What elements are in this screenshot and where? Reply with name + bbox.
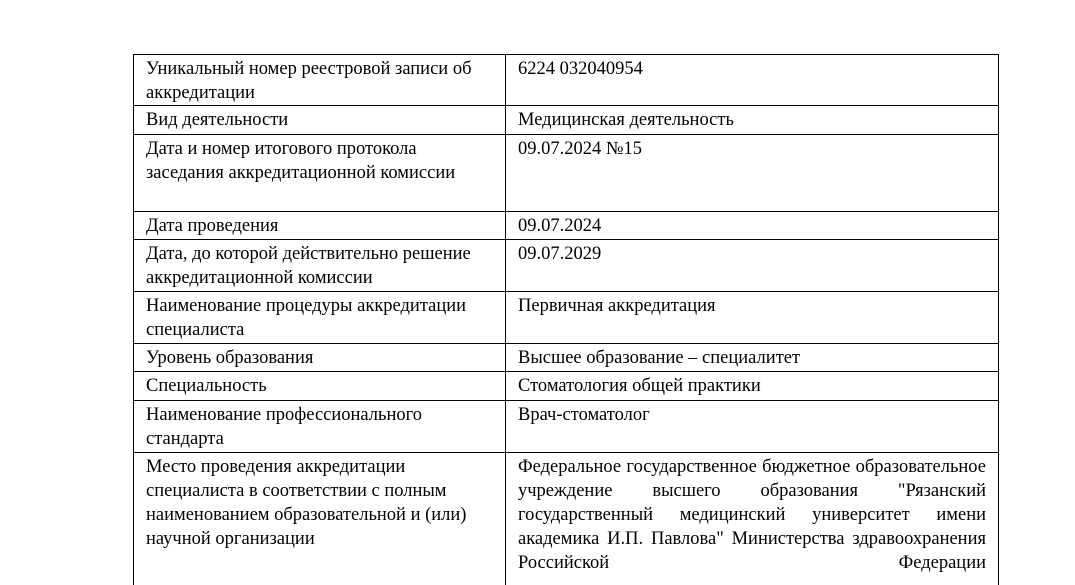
accreditation-table (133, 54, 999, 585)
table-row (134, 240, 999, 292)
row-label: Специальность (134, 372, 506, 401)
row-label: Место проведения аккредитации специалиста в соответствии с полным наименованием образовательной и (или) научной организации (134, 453, 506, 585)
row-value: Врач-стоматолог (506, 401, 999, 453)
row-value: 09.07.2029 (506, 240, 999, 292)
row-value: Федеральное государственное бюджетное образовательное учреждение высшего образования "Рязанский государственный медицинский университет имени академика И.П. Павлова" Министерства здравоохранения Российской Федерации (506, 453, 999, 585)
table-row (134, 453, 999, 585)
row-value: Стоматология общей практики (506, 372, 999, 401)
table-row (134, 135, 999, 212)
row-label: Дата и номер итогового протокола заседания аккредитационной комиссии (134, 135, 506, 212)
table-row (134, 106, 999, 135)
row-value: 09.07.2024 №15 (506, 135, 999, 212)
row-value: 6224 032040954 (506, 55, 999, 106)
table-row (134, 372, 999, 401)
table-row (134, 212, 999, 240)
table-row (134, 401, 999, 453)
row-label: Дата проведения (134, 212, 506, 240)
row-label: Уникальный номер реестровой записи об аккредитации (134, 55, 506, 106)
row-value: 09.07.2024 (506, 212, 999, 240)
row-label: Наименование процедуры аккредитации специалиста (134, 292, 506, 344)
table-row (134, 292, 999, 344)
table-row (134, 55, 999, 106)
row-label: Вид деятельности (134, 106, 506, 135)
row-value: Высшее образование – специалитет (506, 344, 999, 372)
row-label: Дата, до которой действительно решение аккредитационной комиссии (134, 240, 506, 292)
row-value: Первичная аккредитация (506, 292, 999, 344)
row-label: Наименование профессионального стандарта (134, 401, 506, 453)
row-label: Уровень образования (134, 344, 506, 372)
table-row (134, 344, 999, 372)
row-value: Медицинская деятельность (506, 106, 999, 135)
